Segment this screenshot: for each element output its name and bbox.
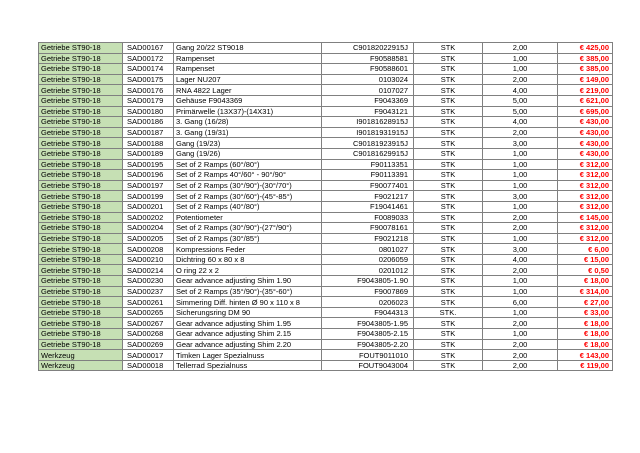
price-cell[interactable]: € 430,00 [558,138,613,149]
quantity-cell[interactable]: 2,00 [483,360,558,371]
article-code-cell[interactable]: SAD00205 [123,233,174,244]
unit-cell[interactable]: STK [414,201,483,212]
table-row [39,307,613,318]
quantity-cell[interactable]: 3,00 [483,244,558,255]
article-code-cell[interactable]: SAD00265 [123,307,174,318]
table-row [39,64,613,75]
table-row [39,74,613,85]
part-number-cell[interactable]: FOUT9011010 [322,350,414,361]
group-cell[interactable]: Getriebe ST90-18 [39,148,123,159]
unit-cell[interactable]: STK [414,297,483,308]
article-code-cell[interactable]: SAD00018 [123,360,174,371]
price-cell[interactable]: € 385,00 [558,64,613,75]
part-number-cell[interactable]: F90588581 [322,53,414,64]
article-code-cell[interactable]: SAD00172 [123,53,174,64]
table-row [39,95,613,106]
description-cell[interactable]: Simmering Diff. hinten Ø 90 x 110 x 8 [174,297,322,308]
part-number-cell[interactable]: F9043805-1.90 [322,276,414,287]
description-cell[interactable]: Set of 2 Ramps (30°/90°)-(27°/90°) [174,223,322,234]
article-code-cell[interactable]: SAD00180 [123,106,174,117]
group-cell[interactable]: Getriebe ST90-18 [39,191,123,202]
unit-cell[interactable]: STK [414,233,483,244]
price-cell[interactable]: € 312,00 [558,159,613,170]
group-cell[interactable]: Getriebe ST90-18 [39,329,123,340]
part-number-cell[interactable]: F0089033 [322,212,414,223]
table-row [39,286,613,297]
article-code-cell[interactable]: SAD00269 [123,339,174,350]
group-cell[interactable]: Werkzeug [39,350,123,361]
unit-cell[interactable]: STK [414,127,483,138]
part-number-cell[interactable]: C90181629915J [322,148,414,159]
quantity-cell[interactable]: 1,00 [483,180,558,191]
description-cell[interactable]: RNA 4822 Lager [174,85,322,96]
group-cell[interactable]: Getriebe ST90-18 [39,307,123,318]
unit-cell[interactable]: STK [414,95,483,106]
price-cell[interactable]: € 430,00 [558,117,613,128]
price-cell[interactable]: € 621,00 [558,95,613,106]
unit-cell[interactable]: STK [414,286,483,297]
table-row [39,170,613,181]
article-code-cell[interactable]: SAD00210 [123,254,174,265]
article-code-cell[interactable]: SAD00197 [123,180,174,191]
group-cell[interactable]: Getriebe ST90-18 [39,170,123,181]
quantity-cell[interactable]: 4,00 [483,254,558,265]
unit-cell[interactable]: STK [414,318,483,329]
article-code-cell[interactable]: SAD00237 [123,286,174,297]
table-row [39,201,613,212]
group-cell[interactable]: Getriebe ST90-18 [39,43,123,54]
part-number-cell[interactable]: F90078161 [322,223,414,234]
table-row [39,223,613,234]
quantity-cell[interactable]: 1,00 [483,53,558,64]
price-cell[interactable]: € 385,00 [558,53,613,64]
article-code-cell[interactable]: SAD00261 [123,297,174,308]
price-cell[interactable]: € 18,00 [558,329,613,340]
table-row [39,244,613,255]
table-row [39,53,613,64]
unit-cell[interactable]: STK [414,170,483,181]
quantity-cell[interactable]: 2,00 [483,339,558,350]
description-cell[interactable]: Potentiometer [174,212,322,223]
quantity-cell[interactable]: 5,00 [483,106,558,117]
description-cell[interactable]: Tellerrad Spezialnuss [174,360,322,371]
description-cell[interactable]: Set of 2 Ramps (30°/90°)-(30°/70°) [174,180,322,191]
description-cell[interactable]: Gang (19/26) [174,148,322,159]
unit-cell[interactable]: STK [414,43,483,54]
unit-cell[interactable]: STK [414,159,483,170]
parts-table-body [39,43,613,371]
quantity-cell[interactable]: 1,00 [483,286,558,297]
price-cell[interactable]: € 18,00 [558,339,613,350]
table-row [39,138,613,149]
group-cell[interactable]: Getriebe ST90-18 [39,74,123,85]
table-row [39,180,613,191]
price-cell[interactable]: € 15,00 [558,254,613,265]
description-cell[interactable]: Set of 2 Ramps (60°/80°) [174,159,322,170]
group-cell[interactable]: Getriebe ST90-18 [39,64,123,75]
part-number-cell[interactable]: F9043121 [322,106,414,117]
table-row [39,360,613,371]
group-cell[interactable]: Getriebe ST90-18 [39,106,123,117]
quantity-cell[interactable]: 1,00 [483,276,558,287]
group-cell[interactable]: Getriebe ST90-18 [39,180,123,191]
unit-cell[interactable]: STK [414,244,483,255]
part-number-cell[interactable]: F9043805-1.95 [322,318,414,329]
quantity-cell[interactable]: 1,00 [483,148,558,159]
group-cell[interactable]: Getriebe ST90-18 [39,339,123,350]
unit-cell[interactable]: STK [414,254,483,265]
part-number-cell[interactable]: I90181931915J [322,127,414,138]
part-number-cell[interactable]: F9007869 [322,286,414,297]
quantity-cell[interactable]: 6,00 [483,297,558,308]
unit-cell[interactable]: STK [414,106,483,117]
price-cell[interactable]: € 312,00 [558,233,613,244]
table-row [39,233,613,244]
part-number-cell[interactable]: F9043369 [322,95,414,106]
part-number-cell[interactable]: FOUT9043004 [322,360,414,371]
quantity-cell[interactable]: 1,00 [483,329,558,340]
description-cell[interactable]: Kompressions Feder [174,244,322,255]
description-cell[interactable]: O ring 22 x 2 [174,265,322,276]
table-row [39,297,613,308]
table-row [39,43,613,54]
table-row [39,85,613,96]
price-cell[interactable]: € 430,00 [558,127,613,138]
quantity-cell[interactable]: 1,00 [483,170,558,181]
article-code-cell[interactable]: SAD00187 [123,127,174,138]
part-number-cell[interactable]: 0107027 [322,85,414,96]
article-code-cell[interactable]: SAD00186 [123,117,174,128]
group-cell[interactable]: Werkzeug [39,360,123,371]
price-cell[interactable]: € 18,00 [558,276,613,287]
quantity-cell[interactable]: 1,00 [483,307,558,318]
description-cell[interactable]: Gear advance adjusting Shim 2.15 [174,329,322,340]
price-cell[interactable]: € 27,00 [558,297,613,308]
unit-cell[interactable]: STK [414,74,483,85]
price-cell[interactable]: € 0,50 [558,265,613,276]
price-cell[interactable]: € 430,00 [558,148,613,159]
table-row [39,191,613,202]
table-row [39,106,613,117]
price-cell[interactable]: € 119,00 [558,360,613,371]
table-row [39,318,613,329]
description-cell[interactable]: Gear advance adjusting Shim 1.90 [174,276,322,287]
part-number-cell[interactable]: F90113391 [322,170,414,181]
article-code-cell[interactable]: SAD00175 [123,74,174,85]
part-number-cell[interactable]: 0103024 [322,74,414,85]
table-row [39,265,613,276]
description-cell[interactable]: Set of 2 Ramps (35°/90°)-(35°-60°) [174,286,322,297]
quantity-cell[interactable]: 4,00 [483,117,558,128]
quantity-cell[interactable]: 2,00 [483,350,558,361]
group-cell[interactable]: Getriebe ST90-18 [39,138,123,149]
table-row [39,276,613,287]
table-row [39,127,613,138]
price-cell[interactable]: € 18,00 [558,318,613,329]
unit-cell[interactable]: STK [414,64,483,75]
article-code-cell[interactable]: SAD00208 [123,244,174,255]
article-code-cell[interactable]: SAD00167 [123,43,174,54]
quantity-cell[interactable]: 1,00 [483,64,558,75]
description-cell[interactable]: Gear advance adjusting Shim 2.20 [174,339,322,350]
part-number-cell[interactable]: C90182022915J [322,43,414,54]
unit-cell[interactable]: STK [414,138,483,149]
group-cell[interactable]: Getriebe ST90-18 [39,201,123,212]
unit-cell[interactable]: STK. [414,307,483,318]
article-code-cell[interactable]: SAD00195 [123,159,174,170]
part-number-cell[interactable]: F9021217 [322,191,414,202]
group-cell[interactable]: Getriebe ST90-18 [39,127,123,138]
price-cell[interactable]: € 695,00 [558,106,613,117]
parts-table [38,42,613,371]
article-code-cell[interactable]: SAD00199 [123,191,174,202]
description-cell[interactable]: 3. Gang (19/31) [174,127,322,138]
part-number-cell[interactable]: F9043805-2.15 [322,329,414,340]
group-cell[interactable]: Getriebe ST90-18 [39,233,123,244]
article-code-cell[interactable]: SAD00267 [123,318,174,329]
quantity-cell[interactable]: 2,00 [483,265,558,276]
quantity-cell[interactable]: 3,00 [483,191,558,202]
unit-cell[interactable]: STK [414,276,483,287]
price-cell[interactable]: € 312,00 [558,223,613,234]
part-number-cell[interactable]: 0206059 [322,254,414,265]
unit-cell[interactable]: STK [414,191,483,202]
article-code-cell[interactable]: SAD00214 [123,265,174,276]
article-code-cell[interactable]: SAD00179 [123,95,174,106]
quantity-cell[interactable]: 2,00 [483,127,558,138]
group-cell[interactable]: Getriebe ST90-18 [39,212,123,223]
description-cell[interactable]: Set of 2 Ramps (30°/85°) [174,233,322,244]
group-cell[interactable]: Getriebe ST90-18 [39,318,123,329]
description-cell[interactable]: Rampenset [174,64,322,75]
description-cell[interactable]: Primärwelle (13X37)-(14X31) [174,106,322,117]
quantity-cell[interactable]: 2,00 [483,318,558,329]
article-code-cell[interactable]: SAD00230 [123,276,174,287]
unit-cell[interactable]: STK [414,329,483,340]
part-number-cell[interactable]: F90113351 [322,159,414,170]
price-cell[interactable]: € 219,00 [558,85,613,96]
part-number-cell[interactable]: 0801027 [322,244,414,255]
price-cell[interactable]: € 143,00 [558,350,613,361]
table-row [39,159,613,170]
price-cell[interactable]: € 312,00 [558,191,613,202]
part-number-cell[interactable]: F90077401 [322,180,414,191]
group-cell[interactable]: Getriebe ST90-18 [39,117,123,128]
unit-cell[interactable]: STK [414,53,483,64]
table-row [39,212,613,223]
price-cell[interactable]: € 145,00 [558,212,613,223]
description-cell[interactable]: Set of 2 Ramps 40°/60° - 90°/90° [174,170,322,181]
table-row [39,350,613,361]
table-row [39,117,613,128]
quantity-cell[interactable]: 4,00 [483,85,558,96]
description-cell[interactable]: Gear advance adjusting Shim 1.95 [174,318,322,329]
group-cell[interactable]: Getriebe ST90-18 [39,297,123,308]
price-cell[interactable]: € 149,00 [558,74,613,85]
description-cell[interactable]: Rampenset [174,53,322,64]
part-number-cell[interactable]: F90588601 [322,64,414,75]
group-cell[interactable]: Getriebe ST90-18 [39,265,123,276]
article-code-cell[interactable]: SAD00202 [123,212,174,223]
table-row [39,254,613,265]
article-code-cell[interactable]: SAD00204 [123,223,174,234]
group-cell[interactable]: Getriebe ST90-18 [39,85,123,96]
group-cell[interactable]: Getriebe ST90-18 [39,244,123,255]
description-cell[interactable]: Gang 20/22 ST9018 [174,43,322,54]
quantity-cell[interactable]: 2,00 [483,223,558,234]
unit-cell[interactable]: STK [414,180,483,191]
unit-cell[interactable]: STK [414,85,483,96]
price-cell[interactable]: € 312,00 [558,180,613,191]
unit-cell[interactable]: STK [414,223,483,234]
part-number-cell[interactable]: F9043805-2.20 [322,339,414,350]
price-cell[interactable]: € 6,00 [558,244,613,255]
quantity-cell[interactable]: 3,00 [483,138,558,149]
quantity-cell[interactable]: 1,00 [483,201,558,212]
part-number-cell[interactable]: F9021218 [322,233,414,244]
part-number-cell[interactable]: C90181923915J [322,138,414,149]
description-cell[interactable]: Gehäuse F9043369 [174,95,322,106]
price-cell[interactable]: € 314,00 [558,286,613,297]
group-cell[interactable]: Getriebe ST90-18 [39,223,123,234]
description-cell[interactable]: Gang (19/23) [174,138,322,149]
part-number-cell[interactable]: 0201012 [322,265,414,276]
article-code-cell[interactable]: SAD00196 [123,170,174,181]
unit-cell[interactable]: STK [414,148,483,159]
quantity-cell[interactable]: 1,00 [483,159,558,170]
unit-cell[interactable]: STK [414,117,483,128]
description-cell[interactable]: Timken Lager Spezialnuss [174,350,322,361]
part-number-cell[interactable]: I90181628915J [322,117,414,128]
price-cell[interactable]: € 425,00 [558,43,613,54]
article-code-cell[interactable]: SAD00174 [123,64,174,75]
price-cell[interactable]: € 312,00 [558,170,613,181]
description-cell[interactable]: Set of 2 Ramps (40°/80°) [174,201,322,212]
article-code-cell[interactable]: SAD00188 [123,138,174,149]
price-cell[interactable]: € 312,00 [558,201,613,212]
group-cell[interactable]: Getriebe ST90-18 [39,254,123,265]
quantity-cell[interactable]: 1,00 [483,233,558,244]
table-row [39,339,613,350]
group-cell[interactable]: Getriebe ST90-18 [39,53,123,64]
quantity-cell[interactable]: 2,00 [483,43,558,54]
description-cell[interactable]: Lager NU207 [174,74,322,85]
quantity-cell[interactable]: 2,00 [483,212,558,223]
price-cell[interactable]: € 33,00 [558,307,613,318]
group-cell[interactable]: Getriebe ST90-18 [39,286,123,297]
description-cell[interactable]: Set of 2 Ramps (30°/60°)-(45°-85°) [174,191,322,202]
part-number-cell[interactable]: 0206023 [322,297,414,308]
article-code-cell[interactable]: SAD00268 [123,329,174,340]
group-cell[interactable]: Getriebe ST90-18 [39,159,123,170]
description-cell[interactable]: Dichtring 60 x 80 x 8 [174,254,322,265]
unit-cell[interactable]: STK [414,212,483,223]
table-row [39,148,613,159]
article-code-cell[interactable]: SAD00189 [123,148,174,159]
description-cell[interactable]: Sicherungsring DM 90 [174,307,322,318]
unit-cell[interactable]: STK [414,339,483,350]
group-cell[interactable]: Getriebe ST90-18 [39,95,123,106]
unit-cell[interactable]: STK [414,350,483,361]
part-number-cell[interactable]: F19041461 [322,201,414,212]
group-cell[interactable]: Getriebe ST90-18 [39,276,123,287]
table-row [39,329,613,340]
article-code-cell[interactable]: SAD00201 [123,201,174,212]
quantity-cell[interactable]: 2,00 [483,74,558,85]
article-code-cell[interactable]: SAD00017 [123,350,174,361]
description-cell[interactable]: 3. Gang (16/28) [174,117,322,128]
unit-cell[interactable]: STK [414,265,483,276]
article-code-cell[interactable]: SAD00176 [123,85,174,96]
quantity-cell[interactable]: 5,00 [483,95,558,106]
part-number-cell[interactable]: F9044313 [322,307,414,318]
unit-cell[interactable]: STK [414,360,483,371]
